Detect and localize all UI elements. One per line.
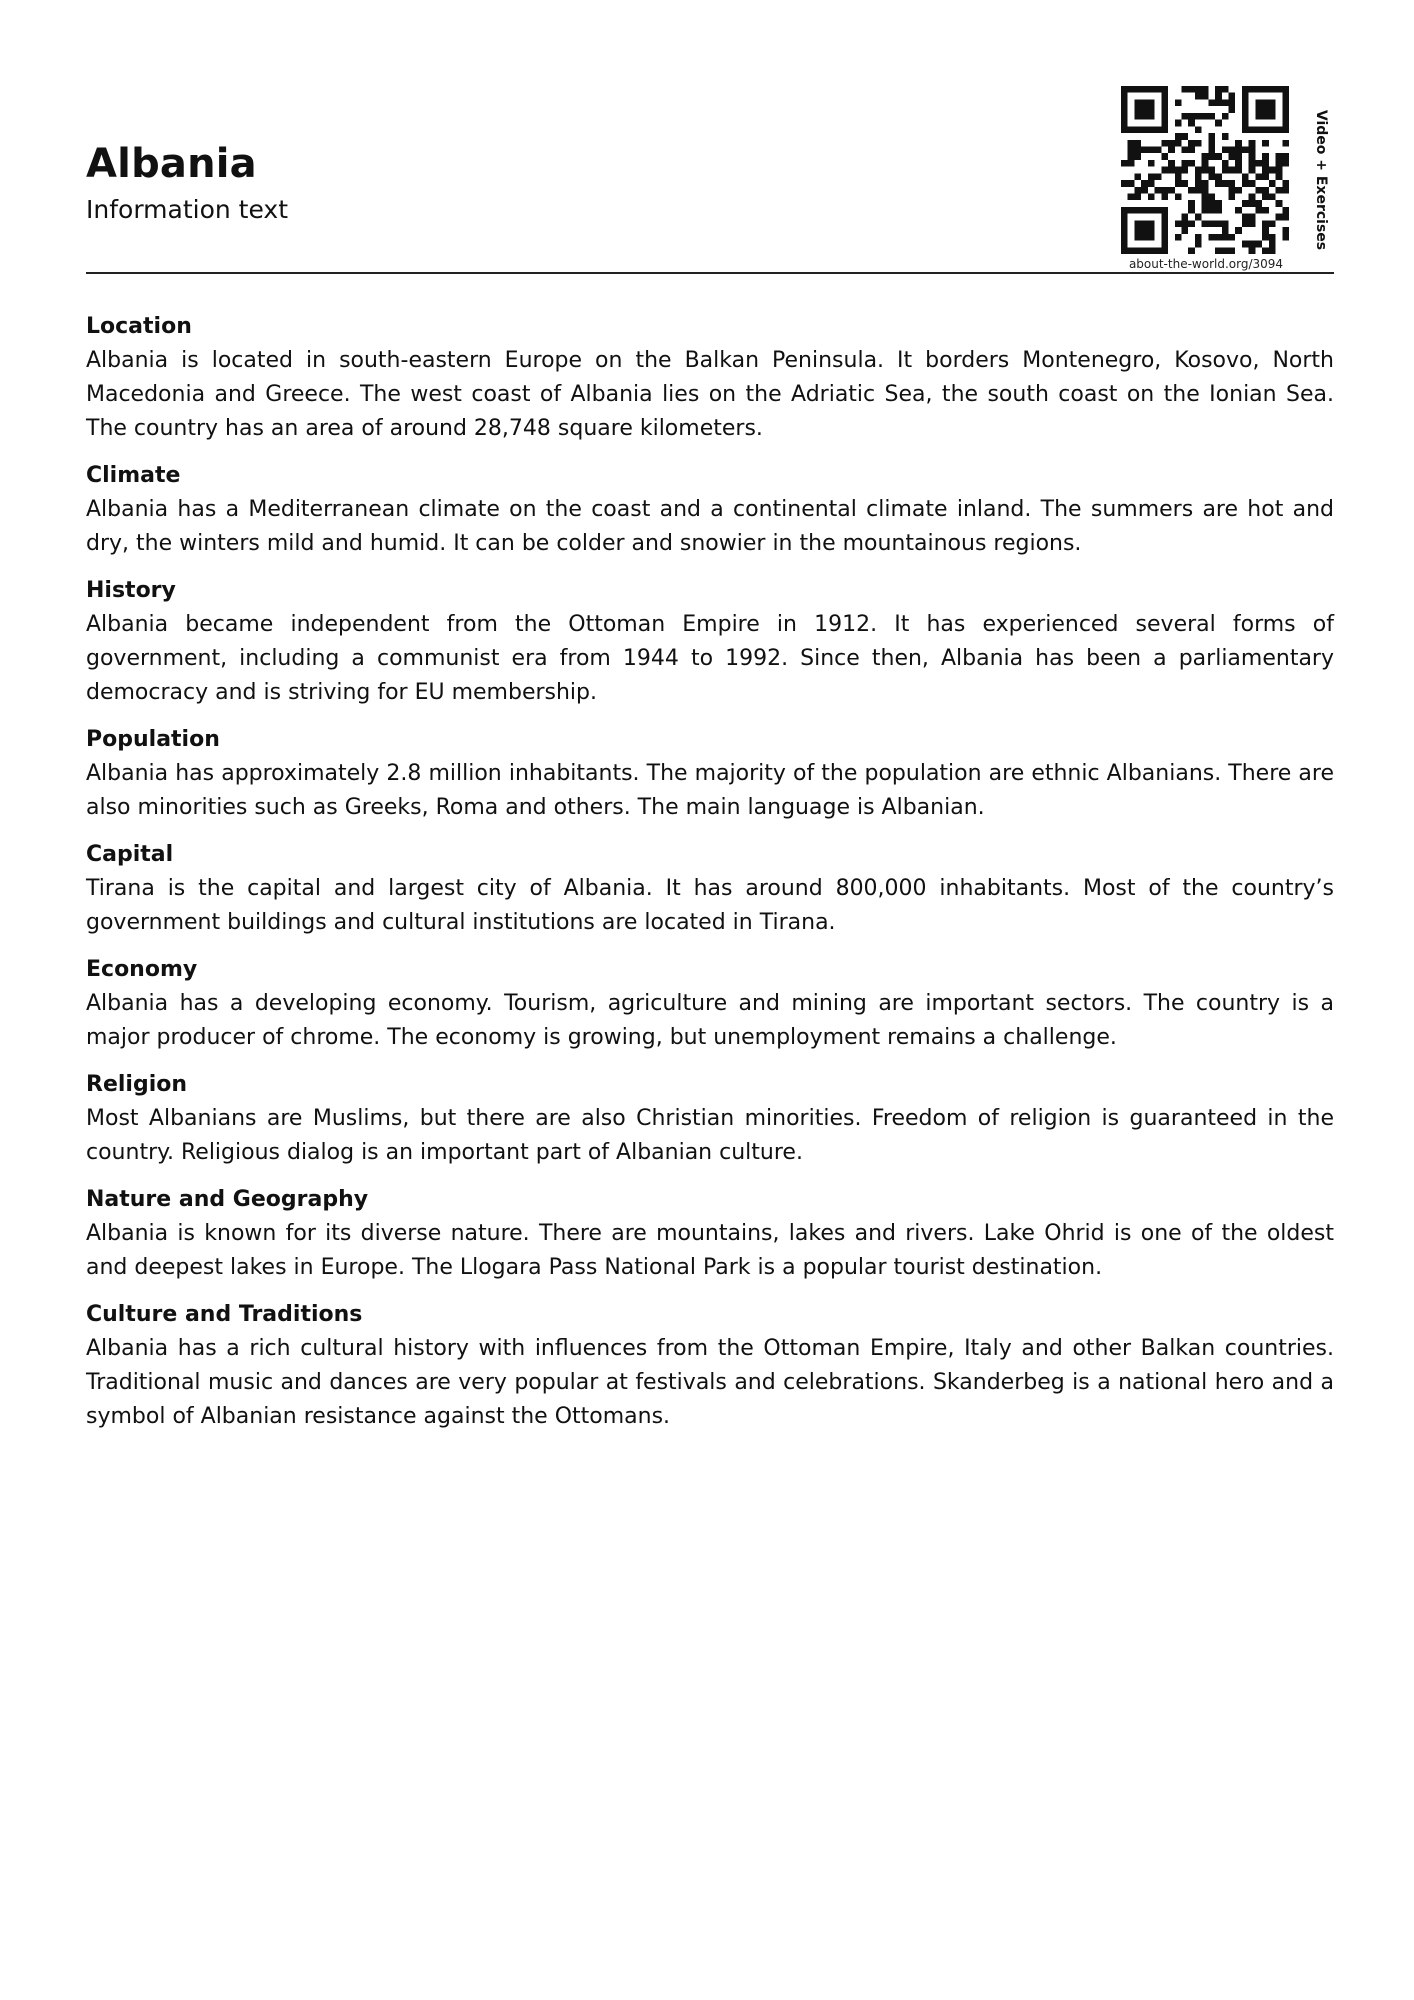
section-climate xyxy=(86,459,1334,561)
section-heading: Nature and Geography xyxy=(86,1187,369,1212)
section-culture-traditions xyxy=(86,1298,1334,1434)
section-text: Albania is known for its diverse nature. There are mountains, lakes and rivers. Lake Ohrid is one of the oldest and deepest lakes in Europe. The Llogara Pass National Park is a popular tourist destination. xyxy=(86,1221,1334,1280)
section-religion xyxy=(86,1068,1334,1170)
page-subtitle: Information text xyxy=(86,195,289,224)
section-text: Albania has approximately 2.8 million inhabitants. The majority of the population are ethnic Albanians. There are also minorities such as Greeks, Roma and others. The main language is Albanian. xyxy=(86,761,1334,820)
section-text: Albania has a Mediterranean climate on the coast and a continental climate inland. The summers are hot and dry, the winters mild and humid. It can be colder and snowier in the mountainous regions. xyxy=(86,497,1334,556)
qr-url[interactable]: about-the-world.org/3094 xyxy=(1128,257,1284,271)
section-history xyxy=(86,574,1334,710)
section-text: Albania is located in south-eastern Europe on the Balkan Peninsula. It borders Montenegro, Kosovo, North Macedonia and Greece. The west coast of Albania lies on the Adriatic Sea, the south coast on the Ionian Sea. The country has an area of around 28,748 square kilometers. xyxy=(86,348,1334,441)
section-text: Albania has a rich cultural history with influences from the Ottoman Empire, Italy and other Balkan countries. Traditional music and dances are very popular at festivals and celebrations. Skanderbeg is a national hero and a symbol of Albanian resistance against the Ottomans. xyxy=(86,1336,1334,1429)
section-heading: History xyxy=(86,578,176,603)
header-divider xyxy=(86,272,1334,274)
section-heading: Capital xyxy=(86,842,174,867)
section-text: Most Albanians are Muslims, but there are also Christian minorities. Freedom of religion is guaranteed in the country. Religious dialog is an important part of Albanian culture. xyxy=(86,1106,1334,1165)
section-heading: Climate xyxy=(86,463,181,488)
section-economy xyxy=(86,953,1334,1055)
section-heading: Religion xyxy=(86,1072,188,1097)
section-capital xyxy=(86,838,1334,940)
section-text: Tirana is the capital and largest city of Albania. It has around 800,000 inhabitants. Most of the country’s government buildings and cultural institutions are located in Tirana. xyxy=(86,876,1334,935)
section-text: Albania has a developing economy. Tourism, agriculture and mining are important sectors. The country is a major producer of chrome. The economy is growing, but unemployment remains a challenge. xyxy=(86,991,1334,1050)
section-population xyxy=(86,723,1334,825)
section-heading: Economy xyxy=(86,957,198,982)
section-heading: Culture and Traditions xyxy=(86,1302,363,1327)
section-heading: Population xyxy=(86,727,220,752)
main-content xyxy=(86,310,1334,1447)
section-text: Albania became independent from the Ottoman Empire in 1912. It has experienced several forms of government, including a communist era from 1944 to 1992. Since then, Albania has been a parliamentary democracy and is striving for EU membership. xyxy=(86,612,1334,705)
document-header xyxy=(86,136,288,228)
section-location xyxy=(86,310,1334,446)
video-exercises-label xyxy=(1308,105,1334,255)
section-heading: Location xyxy=(86,314,192,339)
qr-code-icon[interactable] xyxy=(1120,86,1290,254)
page-title: Albania xyxy=(86,141,257,187)
video-exercises-text: Video + Exercises xyxy=(1313,109,1329,251)
section-nature-geography xyxy=(86,1183,1334,1285)
